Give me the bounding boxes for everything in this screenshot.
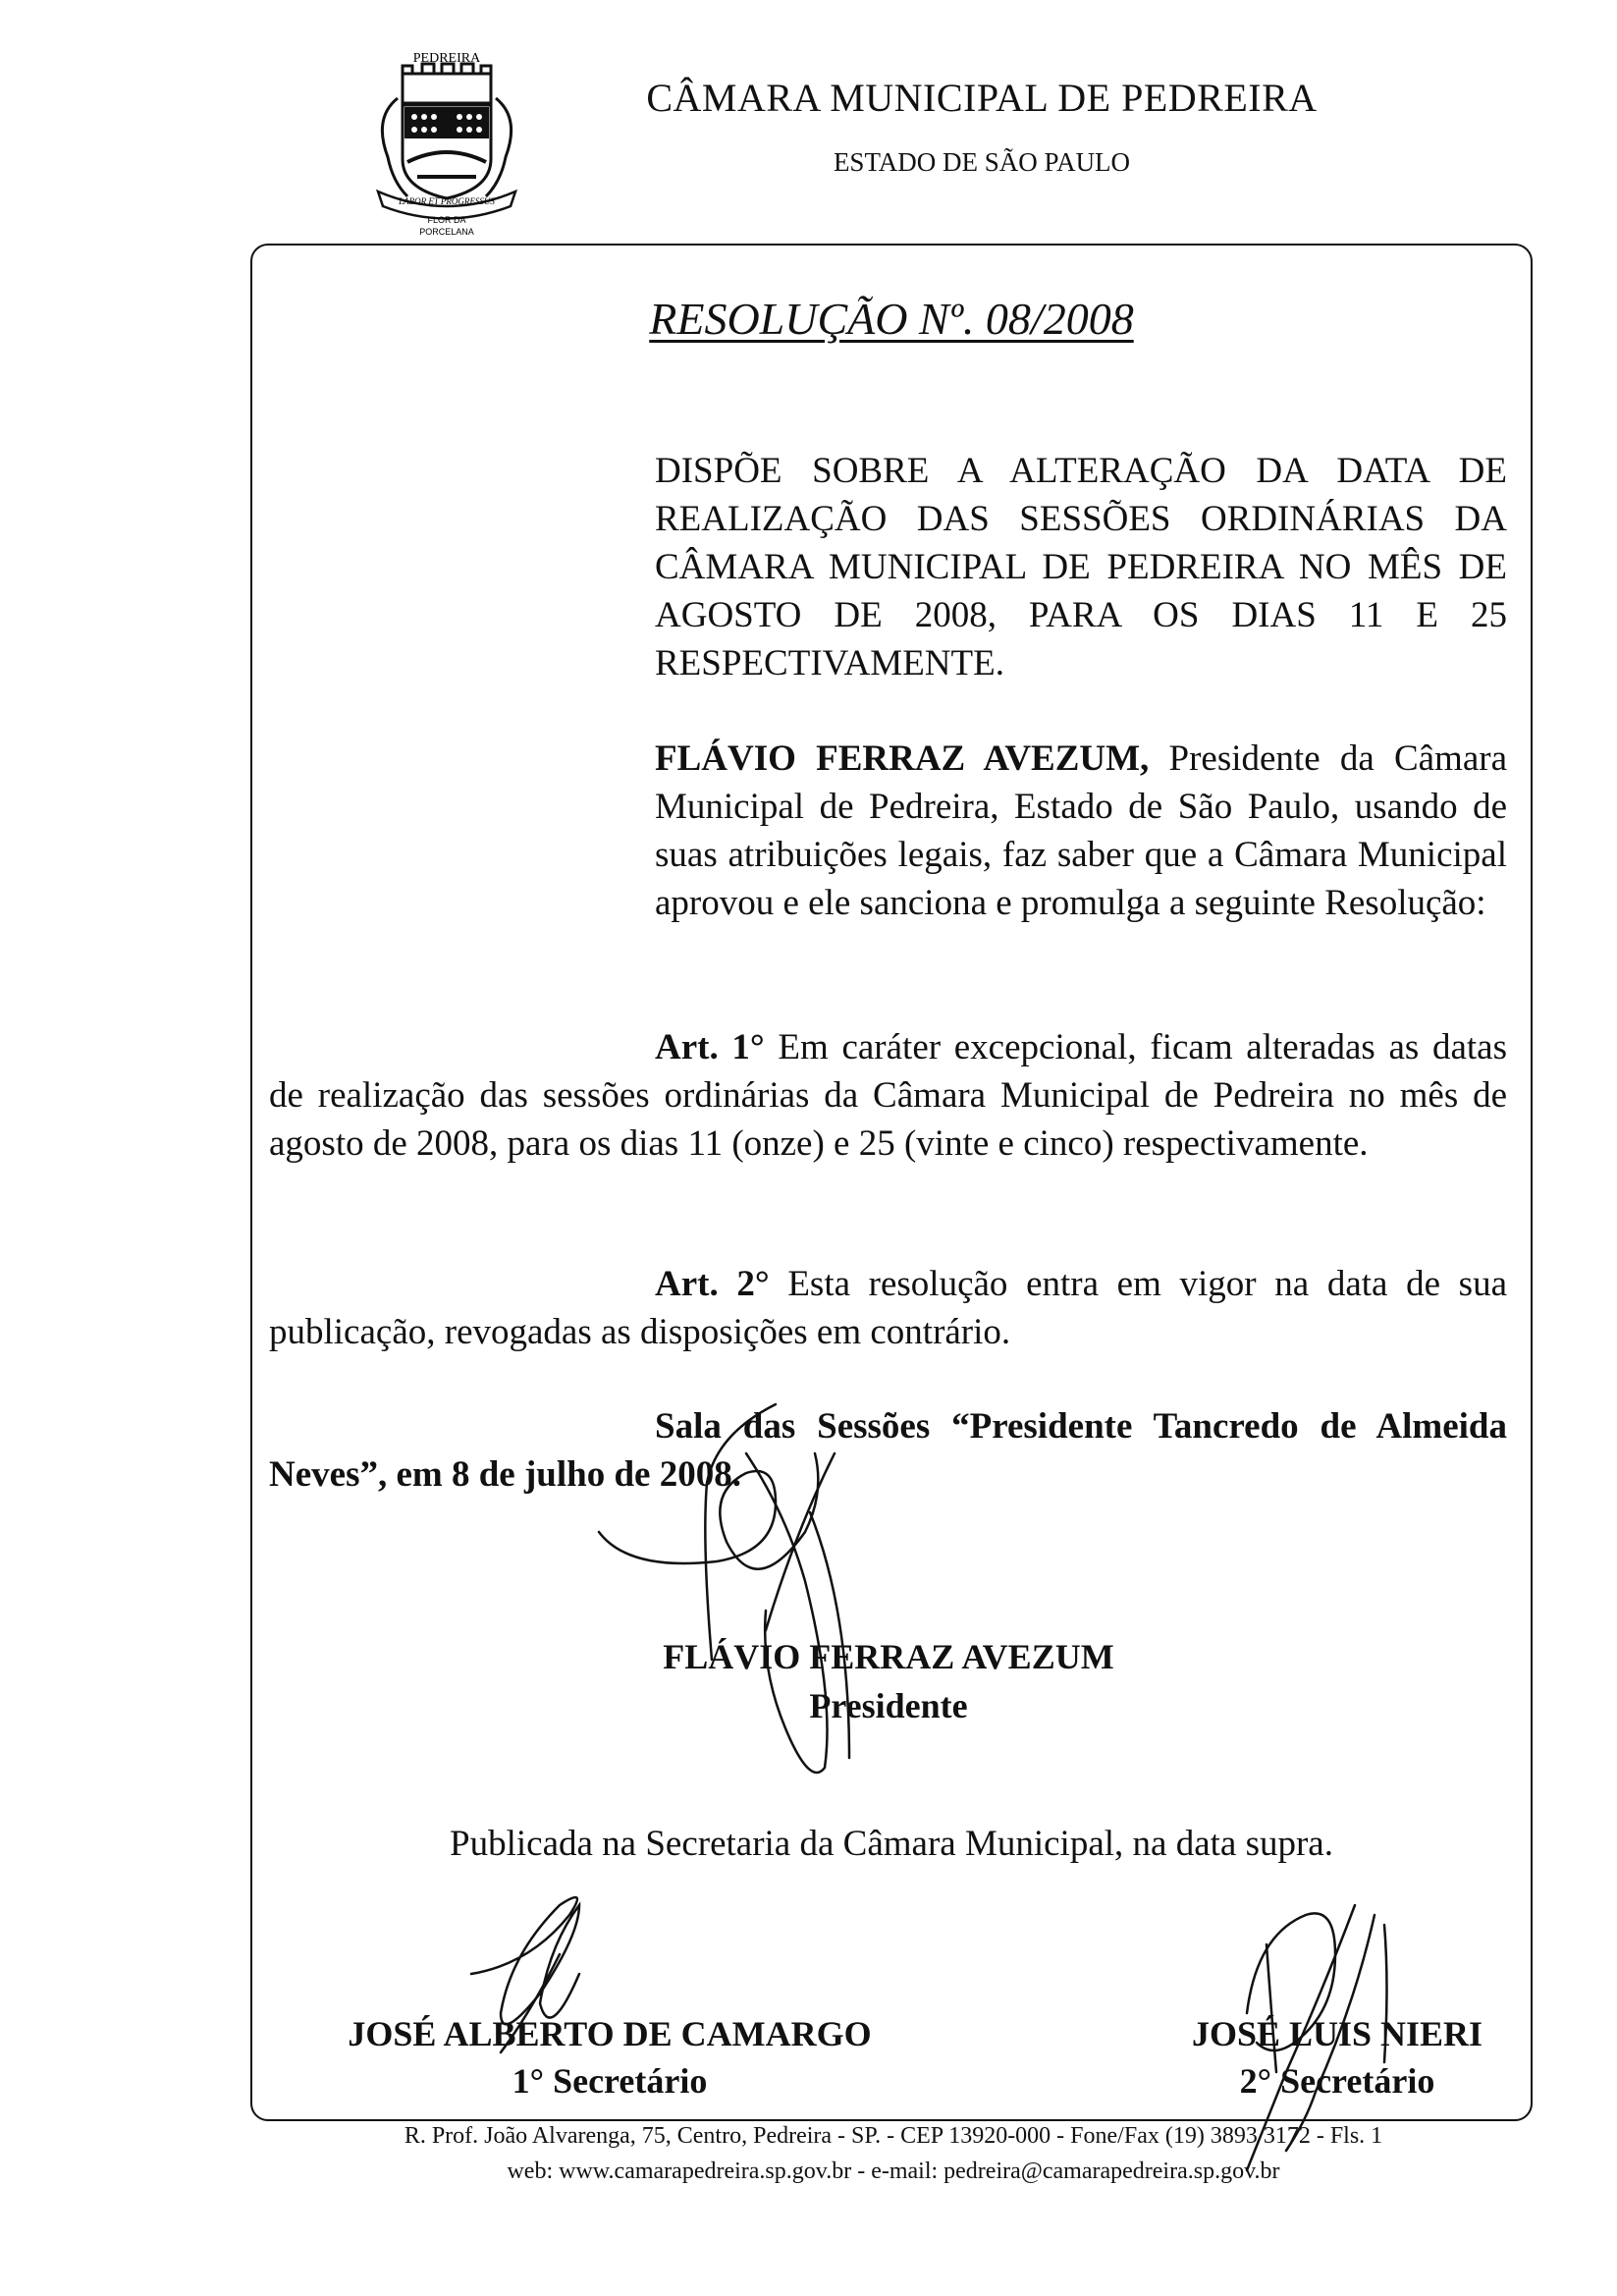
session-place-date: Sala das Sessões “Presidente Tancredo de Almeida Neves”, em 8 de julho de 2008.	[269, 1406, 1507, 1495]
publication-note: Publicada na Secretaria da Câmara Municipal, na data supra.	[450, 1824, 1333, 1864]
footer-address: R. Prof. João Alvarenga, 75, Centro, Pedreira - SP. - CEP 13920-000 - Fone/Fax (19) 3893 3172 - Fls. 1	[404, 2123, 1383, 2149]
secretary-2-name: JOSÉ LUIS NIERI	[1191, 2014, 1483, 2053]
president-role: Presidente	[809, 1686, 968, 1725]
article-1	[269, 1023, 1507, 1168]
footer-contact: web: www.camarapedreira.sp.gov.br - e-mail: pedreira@camarapedreira.sp.gov.br	[507, 2159, 1280, 2184]
article-1-label: Art. 1°	[655, 1027, 765, 1067]
svg-text:PORCELANA: PORCELANA	[419, 227, 474, 237]
article-2-label: Art. 2°	[655, 1264, 770, 1304]
president-signature	[579, 1394, 1021, 1807]
intro-paragraph	[655, 735, 1507, 927]
ementa: DISPÕE SOBRE A ALTERAÇÃO DA DATA DE REALIZAÇÃO DAS SESSÕES ORDINÁRIAS DA CÂMARA MUNICIPAL DE PEDREIRA NO MÊS DE AGOSTO DE 2008, PARA OS DIAS 11 E 25 RESPECTIVAMENTE.	[655, 451, 1507, 683]
article-2-text: Esta resolução entra em vigor na data de sua publicação, revogadas as disposições em contrário.	[269, 1264, 1508, 1352]
svg-text:FLOR DA: FLOR DA	[427, 215, 466, 225]
svg-text:PEDREIRA: PEDREIRA	[412, 51, 481, 66]
secretary-1-role: 1° Secretário	[512, 2061, 708, 2101]
state-name: ESTADO DE SÃO PAULO	[833, 147, 1131, 177]
svg-text:LABOR ET PROGRESSUS: LABOR ET PROGRESSUS	[399, 196, 495, 206]
institution-name: CÂMARA MUNICIPAL DE PEDREIRA	[646, 76, 1318, 120]
intro-text: Presidente da Câmara Municipal de Pedreira, Estado de São Paulo, usando de suas atribuições legais, faz saber que a Câmara Municipal aprovou e ele sanciona e promulga a seguinte Resolução:	[655, 738, 1508, 923]
secretary-2-role: 2° Secretário	[1239, 2061, 1435, 2101]
article-1-text: Em caráter excepcional, ficam alteradas as datas de realização das sessões ordinárias da Câmara Municipal de Pedreira no mês de agosto de 2008, para os dias 11 (onze) e 25 (vinte e cinco) respectivamente.	[269, 1027, 1507, 1164]
resolution-title: RESOLUÇÃO Nº. 08/2008	[649, 294, 1134, 344]
president-name: FLÁVIO FERRAZ AVEZUM	[663, 1637, 1114, 1676]
article-2	[269, 1260, 1507, 1356]
municipal-crest-logo	[363, 44, 530, 241]
secretary-1-name: JOSÉ ALBERTO DE CAMARGO	[348, 2014, 872, 2053]
intro-name: FLÁVIO FERRAZ AVEZUM,	[655, 738, 1150, 779]
